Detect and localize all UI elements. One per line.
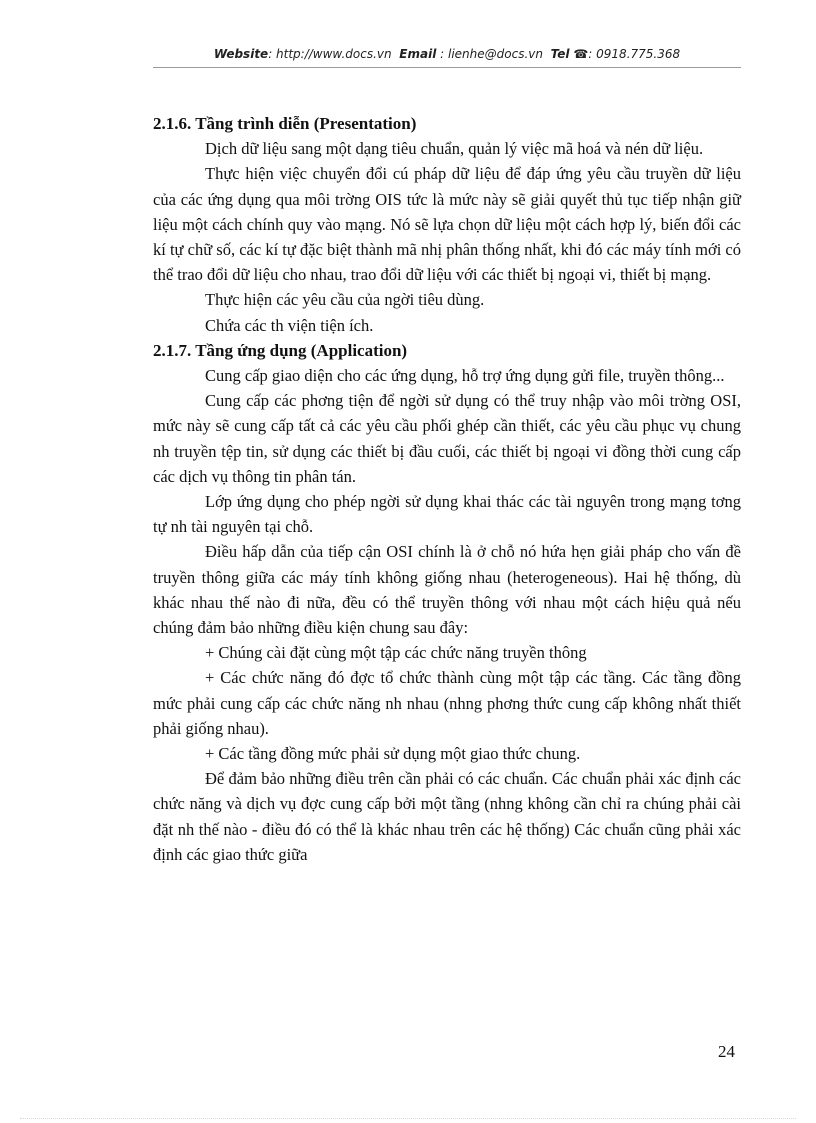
body-paragraph: Để đảm bảo những điều trên cần phải có các chuẩn. Các chuẩn phải xác định các chức năng và dịch vụ đợc cung cấp bởi một tầng (nhng không cần chỉ ra chúng phải cài đặt nh thế nào - điều đó có thể là khác nhau trên các hệ thống) Các chuẩn cũng phải xác định các giao thức giữa	[153, 769, 741, 864]
body-paragraph: Thực hiện việc chuyển đổi cú pháp dữ liệu để đáp ứng yêu cầu truyền dữ liệu của các ứng dụng qua môi trờng OIS tức là mức này sẽ giải quyết thủ tục tiếp nhận giữ liệu một cách chính quy vào mạng. Nó sẽ lựa chọn dữ liệu một cách hợp lý, biến đổi các kí tự chữ số, các kí tự đặc biệt thành mã nhị phân thống nhất, khi đó các máy tính mới có thể trao đổi dữ liệu cho nhau, trao đổi dữ liệu với các thiết bị ngoại vi, thiết bị mạng.	[153, 164, 741, 285]
website-label: Website	[213, 47, 269, 61]
body-paragraph: Lớp ứng dụng cho phép ngời sử dụng khai thác các tài nguyên trong mạng tơng tự nh tài nguyên tại chỗ.	[153, 492, 741, 537]
body-paragraph: Điều hấp dẫn của tiếp cận OSI chính là ở chỗ nó hứa hẹn giải pháp cho vấn đề truyền thông giữa các máy tính không giống nhau (heterogeneous). Hai hệ thống, dù khác nhau thế nào đi nữa, đều có thể truyền thông với nhau một cách hiệu quả nếu chúng đảm bảo những điều kiện chung sau đây:	[153, 542, 741, 638]
telephone-icon: ☎	[573, 47, 589, 61]
list-item: + Các chức năng đó đợc tổ chức thành cùng một tập các tầng. Các tầng đồng mức phải cung cấp các chức năng nh nhau (nhng phơng thức cung cấp không nhất thiết phải giống nhau).	[153, 668, 741, 738]
body-paragraph: Cung cấp các phơng tiện để ngời sử dụng có thể truy nhập vào môi trờng OSI, mức này sẽ cung cấp tất cả các yêu cầu phối ghép cần thiết, các yêu cầu phục vụ chung nh truyền tệp tin, sử dụng các thiết bị đầu cuối, các thiết bị ngoại vi đồng thời cung cấp các dịch vụ thông tin phân tán.	[153, 391, 741, 486]
body-paragraph: Cung cấp giao diện cho các ứng dụng, hỗ trợ ứng dụng gửi file, truyền thông...	[205, 366, 725, 386]
email-value: : lienhe@docs.vn	[440, 47, 543, 61]
header-divider	[153, 67, 741, 68]
section-heading-presentation: 2.1.6. Tầng trình diễn (Presentation)	[153, 114, 417, 133]
email-label: Email	[399, 47, 437, 61]
section-heading-application: 2.1.7. Tầng ứng dụng (Application)	[153, 340, 408, 360]
page-content	[153, 111, 741, 867]
tel-value: : 0918.775.368	[588, 47, 681, 61]
page-header	[153, 47, 741, 61]
body-paragraph: Dịch dữ liệu sang một dạng tiêu chuẩn, quản lý việc mã hoá và nén dữ liệu.	[205, 139, 704, 159]
page-number: 24	[718, 1042, 735, 1061]
tel-label: Tel	[550, 47, 570, 61]
website-value: : http://www.docs.vn	[268, 47, 392, 61]
list-item: + Các tầng đồng mức phải sử dụng một giao thức chung.	[205, 744, 581, 764]
body-paragraph: Chứa các th viện tiện ích.	[205, 315, 374, 335]
body-paragraph: Thực hiện các yêu cầu của ngời tiêu dùng.	[205, 290, 485, 310]
list-item: + Chúng cài đặt cùng một tập các chức năng truyền thông	[205, 643, 587, 663]
footer-divider	[20, 1118, 796, 1119]
